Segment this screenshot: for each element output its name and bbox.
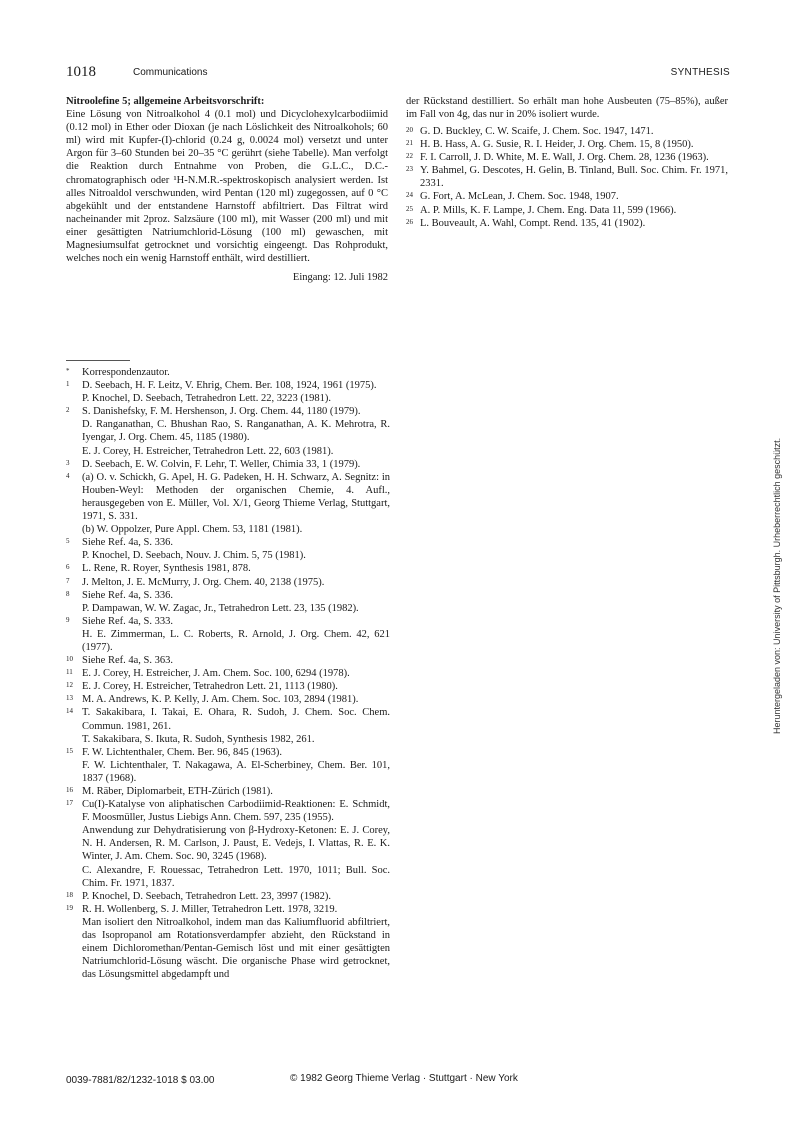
reference-text: H. B. Hass, A. G. Susie, R. I. Heider, J. Org. Chem. 15, 8 (1950). [420,139,694,151]
reference-text: D. Seebach, E. W. Colvin, F. Lehr, T. Weller, Chimia 33, 1 (1979). [82,458,361,470]
reference-item [406,125,728,138]
reference-number: 16 [66,786,73,794]
reference-item [66,680,390,693]
reference-number: 9 [66,615,70,624]
reference-number: 25 [406,204,413,213]
reference-number: 11 [66,668,73,677]
reference-number: 12 [66,681,73,690]
reference-text: S. Danishefsky, F. M. Hershenson, J. Org. Chem. 44, 1180 (1979). [82,406,361,418]
reference-text: D. Seebach, H. F. Leitz, V. Ehrig, Chem. Ber. 108, 1924, 1961 (1975). [82,380,377,392]
continuation-text: der Rückstand destilliert. So erhält man hohe Ausbeuten (75–85%), außer im Fall von 4g, das nur in 20% isoliert wurde. [406,96,728,121]
reference-number: 15 [66,746,73,755]
reference-number: 17 [66,799,73,808]
reference-number: 19 [66,903,73,912]
reference-item [66,536,390,562]
reference-text: Cu(I)-Katalyse von aliphatischen Carbodiimid-Reaktionen: E. Schmidt, F. Moosmüller, Justus Liebigs Ann. Chem. 597, 235 (1955). [82,799,390,824]
reference-text: E. J. Corey, H. Estreicher, Tetrahedron Lett. 21, 1113 (1980). [82,681,338,693]
procedure-body: Eine Lösung von Nitroalkohol 4 (0.1 mol) und Dicyclohexylcarbodiimid (0.12 mol) in Ether oder Dioxan (je nach Löslichkeit des Nitroalkohols; 60 ml) wird mit Kupfer-(I)-chlorid (0.24 g, 0.0024 mol) versetzt und unter Argon für 3–60 Stunden bei 20–35 °C gerührt (siehe Tabelle). Man verfolgt die Reaktion durch Entnahme von Proben, die G.L.C., D.C.-chromatographisch oder ¹H-N.M.R.-spektroskopisch analysiert werden. Ist alles Nitroaldol verschwunden, wird Pentan (120 ml) zugegossen, auf 0 °C abgekühlt und der entstandene Harnstoff abfiltriert. Das Filtrat wird nacheinander mit 2proz. Salzsäure (100 ml), mit Wasser (200 ml) und mit einer gesättigten Natriumchlorid-Lösung (100 ml) gewaschen, mit Magnesiumsulfat getrocknet und vorsichtig eingeengt. Das Rohprodukt, welches noch ein wenig Harnstoff enthält, wird destilliert. [66,109,388,265]
reference-text: Siehe Ref. 4a, S. 336. [82,537,173,549]
reference-text: Anwendung zur Dehydratisierung von β-Hydroxy-Ketonen: E. J. Corey, N. H. Andersen, R. M. Carlson, J. Paust, E. Vedejs, I. Vlattas, R. E. K. Winter, J. Am. Chem. Soc. 90, 3245 (1968). [82,825,390,863]
reference-item [66,615,390,654]
reference-number: 24 [406,191,413,200]
reference-number: 10 [66,655,73,664]
procedure-title: Nitroolefine 5; allgemeine Arbeitsvorschrift: [66,96,265,107]
reference-item [66,785,390,798]
reference-text: H. E. Zimmerman, L. C. Roberts, R. Arnold, J. Org. Chem. 42, 621 (1977). [82,628,390,653]
footer-publisher: © 1982 Georg Thieme Verlag · Stuttgart · New York [290,1073,518,1084]
reference-item [66,405,390,457]
reference-text: R. H. Wollenberg, S. J. Miller, Tetrahedron Lett. 1978, 3219. [82,903,338,915]
reference-number: 20 [406,126,413,134]
reference-text: E. J. Corey, H. Estreicher, Tetrahedron Lett. 22, 603 (1981). [82,445,334,457]
reference-item [66,693,390,706]
procedure-section [66,95,388,284]
reference-item [406,164,728,190]
reference-item [66,706,390,745]
reference-text: P. Knochel, D. Seebach, Tetrahedron Lett. 23, 3997 (1982). [82,890,331,902]
page-number: 1018 [66,64,96,80]
reference-text: T. Sakakibara, S. Ikuta, R. Sudoh, Synthesis 1982, 261. [82,733,315,745]
reference-item [406,204,728,217]
reference-list-right [406,125,728,230]
reference-text: P. Dampawan, W. W. Zagac, Jr., Tetrahedron Lett. 23, 135 (1982). [82,602,359,614]
reference-item [66,746,390,785]
reference-text: L. Rene, R. Royer, Synthesis 1981, 878. [82,563,251,575]
reference-item [66,667,390,680]
reference-text: Man isoliert den Nitroalkohol, indem man das Kaliumfluorid abfiltriert, das Isopropanol am Rotationsverdampfer abzieht, den Rückstand in einem Dichloromethan/Pentan-Gemisch löst und mit einer gesättigten Natriumchlorid-Lösung wäscht. Die organische Phase wird getrocknet, das Lösungsmittel abgedampft und [82,916,390,981]
reference-text: Siehe Ref. 4a, S. 336. [82,589,173,601]
reference-number: 23 [406,165,413,174]
reference-number: 7 [66,576,70,585]
reference-text: J. Melton, J. E. McMurry, J. Org. Chem. 40, 2138 (1975). [82,576,325,588]
reference-text: F. I. Carroll, J. D. White, M. E. Wall, J. Org. Chem. 28, 1236 (1963). [420,152,709,164]
reference-item [66,366,390,379]
reference-text: D. Ranganathan, C. Bhushan Rao, S. Ranganathan, A. K. Mehrotra, R. Iyengar, J. Org. Chem. 45, 1185 (1980). [82,419,390,444]
reference-text: P. Knochel, D. Seebach, Tetrahedron Lett. 22, 3223 (1981). [82,393,331,405]
reference-item [66,576,390,589]
reference-text: M. A. Andrews, K. P. Kelly, J. Am. Chem. Soc. 103, 2894 (1981). [82,694,359,706]
reference-text: L. Bouveault, A. Wahl, Compt. Rend. 135, 41 (1902). [420,217,646,229]
reference-item [66,562,390,575]
reference-text: F. W. Lichtenthaler, Chem. Ber. 96, 845 (1963). [82,746,282,758]
reference-number: 22 [406,152,413,161]
reference-number: * [66,367,70,375]
footer-code: 0039-7881/82/1232-1018 $ 03.00 [66,1075,215,1086]
reference-text: (a) O. v. Schickh, G. Apel, H. G. Padeken, H. H. Schwarz, A. Segnitz: in Houben-Weyl: Methoden der organischen Chemie, 4. Aufl., herausgegeben von E. Müller, Vol. X/1, Georg Thieme Verlag, Stuttgart, 1971, S. 331. [82,471,390,523]
reference-item [406,217,728,230]
reference-number: 4 [66,471,70,480]
reference-list [66,366,390,981]
section-title: Communications [133,67,208,78]
reference-text: C. Alexandre, F. Rouessac, Tetrahedron Lett. 1970, 1011; Bull. Soc. Chim. Fr. 1971, 1837. [82,864,390,889]
reference-item [66,798,390,890]
reference-number: 1 [66,380,70,389]
reference-text: Siehe Ref. 4a, S. 333. [82,615,173,627]
reference-text: P. Knochel, D. Seebach, Nouv. J. Chim. 5, 75 (1981). [82,550,306,562]
reference-number: 21 [406,139,413,148]
reference-number: 13 [66,694,73,703]
journal-name: SYNTHESIS [670,67,730,78]
reference-item [66,589,390,615]
reference-text: G. Fort, A. McLean, J. Chem. Soc. 1948, 1907. [420,191,619,203]
reference-text: (b) W. Oppolzer, Pure Appl. Chem. 53, 1181 (1981). [82,524,303,536]
reference-number: 6 [66,563,70,572]
reference-item [406,138,728,151]
reference-item [66,458,390,471]
reference-item [66,903,390,982]
reference-text: T. Sakakibara, I. Takai, E. Ohara, R. Sudoh, J. Chem. Soc. Chem. Commun. 1981, 261. [82,707,390,732]
reference-number: 2 [66,406,70,415]
reference-text: M. Räber, Diplomarbeit, ETH-Zürich (1981). [82,786,273,797]
reference-number: 3 [66,458,70,467]
reference-number: 26 [406,217,413,226]
footnote-divider [66,360,130,361]
reference-item [406,190,728,203]
reference-text: E. J. Corey, H. Estreicher, J. Am. Chem. Soc. 100, 6294 (1978). [82,668,350,680]
reference-text: G. D. Buckley, C. W. Scaife, J. Chem. Soc. 1947, 1471. [420,126,654,137]
reference-number: 5 [66,537,70,546]
reference-text: Y. Bahmel, G. Descotes, H. Gelin, B. Tinland, Bull. Soc. Chim. Fr. 1971, 2331. [420,165,728,190]
reference-item [66,379,390,405]
reference-text: Siehe Ref. 4a, S. 363. [82,655,173,667]
reference-number: 8 [66,589,70,598]
reference-text: Korrespondenzautor. [82,367,170,378]
reference-text: F. W. Lichtenthaler, T. Nakagawa, A. El-Scherbiney, Chem. Ber. 101, 1837 (1968). [82,759,390,784]
reference-number: 18 [66,890,73,899]
download-watermark: Heruntergeladen von: University of Pittsburgh. Urheberrechtlich geschützt. [772,437,782,734]
procedure-continuation [406,95,728,121]
reference-item [66,890,390,903]
reference-number: 14 [66,707,73,716]
reference-text: A. P. Mills, K. F. Lampe, J. Chem. Eng. Data 11, 599 (1966). [420,204,677,216]
received-date: Eingang: 12. Juli 1982 [292,272,388,284]
reference-item [66,471,390,536]
reference-item [406,151,728,164]
reference-item [66,654,390,667]
